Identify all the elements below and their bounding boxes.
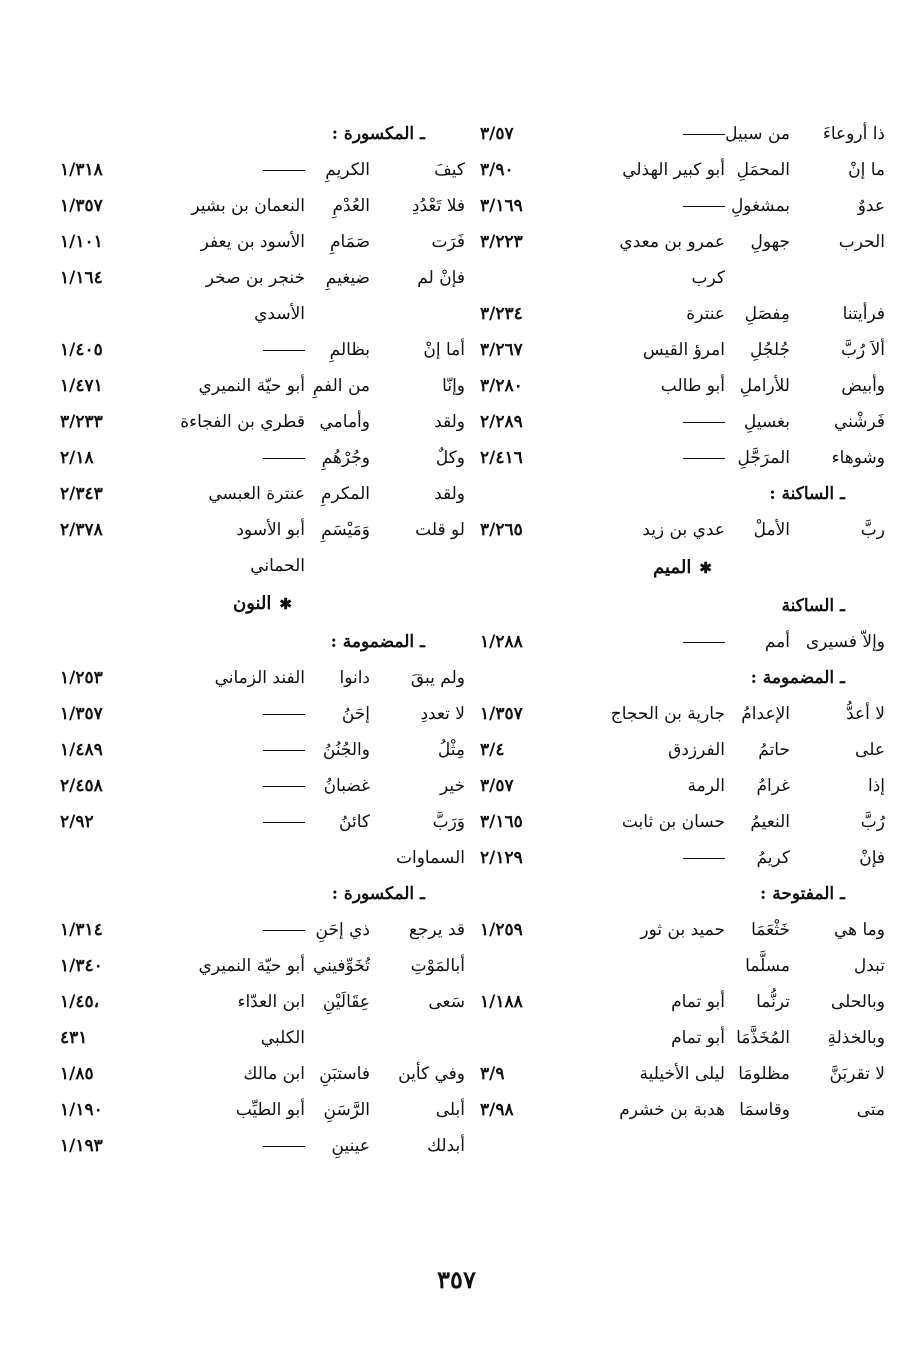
- index-row: [480, 1056, 885, 1092]
- rhyme-word: للأراملِ: [739, 376, 790, 396]
- index-row: [60, 404, 465, 440]
- volume-page-ref: ٣/٥٧: [480, 124, 514, 144]
- section-heading: ـ المكسورة :: [331, 124, 425, 144]
- section-heading: ـ المكسورة :: [331, 884, 425, 904]
- poet-name: هدبة بن خشرم: [619, 1100, 725, 1120]
- index-row: [60, 260, 465, 296]
- rhyme-word: غضبانُ: [323, 776, 370, 796]
- rhyme-word: أمم: [764, 632, 790, 652]
- first-word: إذا: [867, 776, 885, 796]
- dash-line: [263, 714, 305, 715]
- index-row: [480, 732, 885, 768]
- first-word: ربَّ: [860, 520, 885, 540]
- unknown-poet-dash: [263, 804, 305, 840]
- dash-line: [263, 822, 305, 823]
- volume-page-ref: ٣/٢٦٧: [480, 340, 523, 360]
- rhyme-word: مِفصَلِ: [744, 304, 790, 324]
- first-word: الحرب: [838, 232, 885, 252]
- volume-page-ref: ١/١٦٤: [60, 268, 103, 288]
- volume-page-ref: ١/٣١٨: [60, 160, 103, 180]
- section-heading: ـ المضمومة :: [330, 632, 425, 652]
- rhyme-word: جُلجُلِ: [750, 340, 790, 360]
- poet-name: أبو تمام: [671, 992, 725, 1012]
- unknown-poet-dash: [263, 332, 305, 368]
- volume-page-ref: ٢/١٢٩: [480, 848, 523, 868]
- index-row: [60, 696, 465, 732]
- index-row: [480, 696, 885, 732]
- poet-name: أبو تمام: [671, 1028, 725, 1048]
- letter-heading: [60, 584, 465, 624]
- first-word: على: [855, 740, 885, 760]
- index-row: [60, 332, 465, 368]
- first-word: فإنْ لم: [417, 268, 465, 288]
- volume-page-ref: ٣/١٦٩: [480, 196, 523, 216]
- dash-line: [263, 458, 305, 459]
- poet-name-continuation: [60, 296, 465, 332]
- unknown-poet-dash: [683, 116, 725, 152]
- index-row: [60, 804, 465, 840]
- poet-name: ابن مالك: [243, 1064, 305, 1084]
- rhyme-word: كريمُ: [756, 848, 790, 868]
- volume-page-ref: ٣/٢٣٣: [60, 412, 103, 432]
- volume-page-ref: ١/١٩٣: [60, 1136, 103, 1156]
- index-row: [60, 512, 465, 548]
- unknown-poet-dash: [683, 188, 725, 224]
- first-word: وأبيض: [841, 376, 885, 396]
- dash-line: [683, 858, 725, 859]
- rhyme-word: الرَّسَنِ: [323, 1100, 370, 1120]
- index-row: [480, 912, 885, 948]
- rhyme-word: غرامُ: [756, 776, 790, 796]
- volume-page-ref: ٣/١٦٥: [480, 812, 523, 832]
- volume-page-ref: ٤٣١: [60, 1028, 88, 1048]
- rhyme-word: مسلَّما: [745, 956, 790, 976]
- volume-page-ref: ١/٣٥٧: [60, 704, 103, 724]
- poet-name: أبو حيّة النميري: [198, 376, 305, 396]
- rhyme-word: النعيمُ: [750, 812, 790, 832]
- index-row: [480, 768, 885, 804]
- first-word: أبدلك: [427, 1136, 465, 1156]
- rhyme-word: وأمامي: [319, 412, 370, 432]
- rhyme-word: عينينِ: [331, 1136, 370, 1156]
- first-word: متى: [856, 1100, 885, 1120]
- poet-name: الفرزدق: [668, 740, 725, 760]
- unknown-poet-dash: [683, 404, 725, 440]
- first-word: لو قلت: [415, 520, 465, 540]
- first-word: خير: [439, 776, 465, 796]
- volume-page-ref: ١/١٠١: [60, 232, 103, 252]
- index-row: [60, 984, 465, 1020]
- rhyme-word: ترنُّما: [756, 992, 790, 1012]
- index-row: [480, 296, 885, 332]
- poet-name: الأسود بن يعفر: [200, 232, 305, 252]
- rhyme-word: بظالمِ: [329, 340, 370, 360]
- letter-heading-text: النون: [232, 593, 272, 614]
- index-row: [480, 404, 885, 440]
- poet-name: خنجر بن صخر: [205, 268, 305, 288]
- unknown-poet-dash: [683, 624, 725, 660]
- dash-line: [683, 642, 725, 643]
- poet-name: امرؤ القيس: [642, 340, 725, 360]
- poet-name: حسان بن ثابت: [621, 812, 725, 832]
- dash-line: [683, 422, 725, 423]
- continuation-text: كرب: [691, 268, 725, 288]
- dash-line: [683, 134, 725, 135]
- poet-name-continuation: [60, 840, 465, 876]
- rhyme-word: المحمَلِ: [736, 160, 790, 180]
- poet-name-continuation: [480, 260, 885, 296]
- first-word: أبالمَوْتِ: [410, 956, 465, 976]
- section-heading: ـ المفتوحة :: [760, 884, 845, 904]
- first-word: كيفَ: [434, 160, 465, 180]
- rhyme-word: مظلومَا: [738, 1064, 790, 1084]
- rhyme-word: والجُنُنُ: [322, 740, 370, 760]
- first-word: فرأيتنا: [842, 304, 885, 324]
- first-word: ذا أروعاءَ: [822, 124, 885, 144]
- first-word: وفي كأين: [398, 1064, 465, 1084]
- index-row: [60, 768, 465, 804]
- poet-name: أبو الأسود: [236, 520, 305, 540]
- continuation-text: الكلبي: [260, 1028, 305, 1048]
- rhyme-word: دانوا: [339, 668, 370, 688]
- continuation-text: السماوات: [395, 848, 465, 868]
- star-icon: ✱: [279, 595, 292, 613]
- rhyme-word: الكريمِ: [325, 160, 370, 180]
- index-row: [480, 1092, 885, 1128]
- rhyme-word: وَمَيْسَمِ: [321, 520, 370, 540]
- rhyme-word: تُخَوِّفيني: [312, 956, 370, 976]
- volume-page-ref: ١/٣١٤: [60, 920, 103, 940]
- volume-page-ref: ١/٨٥: [60, 1064, 94, 1084]
- volume-page-ref: ١/١٨٨: [480, 992, 523, 1012]
- volume-page-ref: ١/٢٨٨: [480, 632, 523, 652]
- index-row: [60, 1092, 465, 1128]
- letter-heading-text: الميم: [653, 557, 692, 578]
- volume-page-ref: ١/٣٥٧: [480, 704, 523, 724]
- section-heading: ـ المضمومة :: [750, 668, 845, 688]
- poet-name: قطري بن الفجاءة: [180, 412, 305, 432]
- dash-line: [263, 350, 305, 351]
- first-word: لا أعدُّ: [846, 704, 885, 724]
- index-row: [480, 804, 885, 840]
- poet-name: أبو الطيِّب: [235, 1100, 305, 1120]
- index-row: [60, 368, 465, 404]
- volume-page-ref: ١/٢٥٩: [480, 920, 523, 940]
- index-row: [480, 224, 885, 260]
- first-word: وما هي: [833, 920, 885, 940]
- index-row: [60, 732, 465, 768]
- first-word: ما إنْ: [848, 160, 885, 180]
- dash-line: [263, 170, 305, 171]
- continuation-text: الحماني: [250, 556, 305, 576]
- first-word: ألاَ رُبَّ: [840, 340, 885, 360]
- first-word: وإلاّ فسيرى: [805, 632, 885, 652]
- first-word: وبالحلى: [830, 992, 885, 1012]
- rhyme-word: الأملْ: [753, 520, 790, 540]
- poet-name: عدي بن زيد: [642, 520, 725, 540]
- rhyme-word: صَمَامِ: [330, 232, 370, 252]
- first-word: عدوٌ: [857, 196, 885, 216]
- unknown-poet-dash: [683, 440, 725, 476]
- index-row: [480, 440, 885, 476]
- poet-name: حميد بن ثور: [640, 920, 725, 940]
- dash-line: [263, 1146, 305, 1147]
- rhyme-word: ضيغيمِ: [325, 268, 370, 288]
- star-icon: ✱: [699, 559, 712, 577]
- rhyme-word: كائنُ: [339, 812, 370, 832]
- unknown-poet-dash: [263, 768, 305, 804]
- index-row: [480, 368, 885, 404]
- rhyme-word: وقاسمَا: [739, 1100, 790, 1120]
- unknown-poet-dash: [263, 440, 305, 476]
- dash-line: [683, 458, 725, 459]
- section-heading: ـ الساكنة: [781, 596, 845, 616]
- first-word: ولقد: [434, 412, 465, 432]
- volume-page-ref: ١/٣٥٧: [60, 196, 103, 216]
- first-word: مِثْلُ: [437, 740, 465, 760]
- rhyme-word: فاستبَنِ: [319, 1064, 370, 1084]
- volume-page-ref: ٣/٤: [480, 740, 505, 760]
- rhyme-word: العُدْمِ: [332, 196, 370, 216]
- rhyme-word: من سبيل: [725, 124, 790, 144]
- volume-page-ref: ١/١٩٠: [60, 1100, 103, 1120]
- index-row: [60, 948, 465, 984]
- volume-page-ref: ٣/٢٨٠: [480, 376, 523, 396]
- first-word: فَرَت: [431, 232, 465, 252]
- dash-line: [263, 786, 305, 787]
- volume-page-ref: ٣/٢٦٥: [480, 520, 523, 540]
- first-word: رُبَّ: [860, 812, 885, 832]
- first-word: وَرَبَّ: [432, 812, 465, 832]
- poet-name: الفند الزماني: [214, 668, 305, 688]
- volume-page-ref: ١/٤٨٩: [60, 740, 103, 760]
- poet-name: ابن العدّاء: [237, 992, 305, 1012]
- index-row: [480, 1020, 885, 1056]
- first-word: فإنْ: [859, 848, 885, 868]
- first-word: أما إنْ: [423, 340, 465, 360]
- poet-name: الرمة: [687, 776, 725, 796]
- unknown-poet-dash: [263, 152, 305, 188]
- first-word: ولم يبقَ: [410, 668, 465, 688]
- poet-name: أبو طالب: [660, 376, 725, 396]
- index-row: [480, 948, 885, 984]
- index-row: [60, 1056, 465, 1092]
- volume-page-ref: ٣/٢٢٣: [480, 232, 523, 252]
- first-word: لا تعددِ: [420, 704, 465, 724]
- rhyme-word: المكرمِ: [320, 484, 370, 504]
- unknown-poet-dash: [263, 912, 305, 948]
- index-row: [60, 224, 465, 260]
- rhyme-word: الإعدامُ: [741, 704, 790, 724]
- rhyme-word: عِقَالَيْنِ: [322, 992, 370, 1012]
- continuation-text: الأسدي: [254, 304, 305, 324]
- dash-line: [263, 750, 305, 751]
- first-word: وبالخذلةِ: [827, 1028, 885, 1048]
- rhyme-word: ذي إحَنِ: [315, 920, 370, 940]
- first-word: أبلى: [435, 1100, 465, 1120]
- first-word: فلا تَعْدُدِ: [411, 196, 465, 216]
- volume-page-ref: ٢/٤١٦: [480, 448, 523, 468]
- index-row: [480, 332, 885, 368]
- index-row: [480, 512, 885, 548]
- index-row: [60, 152, 465, 188]
- volume-page-ref: ١/٣٤٠: [60, 956, 103, 976]
- volume-page-ref: ٣/٩: [480, 1064, 505, 1084]
- volume-page-ref: ٢/٣٤٣: [60, 484, 103, 504]
- poet-name: النعمان بن بشير: [191, 196, 305, 216]
- volume-page-ref: ١/٤٠٥: [60, 340, 103, 360]
- volume-page-ref: ٢/٤٥٨: [60, 776, 103, 796]
- rhyme-word: بمشغولِ: [730, 196, 790, 216]
- volume-page-ref: ٢/٢٨٩: [480, 412, 523, 432]
- index-row: [480, 624, 885, 660]
- unknown-poet-dash: [263, 732, 305, 768]
- volume-page-ref: ٢/٩٢: [60, 812, 94, 832]
- first-word: فَرشْني: [833, 412, 885, 432]
- poet-name-continuation: [60, 548, 465, 584]
- poet-name: عمرو بن معدي: [619, 232, 725, 252]
- index-row: [60, 660, 465, 696]
- poet-name: أبو حيّة النميري: [198, 956, 305, 976]
- volume-page-ref: ٣/٩٠: [480, 160, 514, 180]
- rhyme-word: من الفمِ: [312, 376, 370, 396]
- poet-name: عنترة العبسي: [208, 484, 305, 504]
- index-row: [60, 440, 465, 476]
- volume-page-ref: ٣/٩٨: [480, 1100, 514, 1120]
- rhyme-word: وجُرْهُمِ: [321, 448, 370, 468]
- index-row: [480, 840, 885, 876]
- index-row: [60, 476, 465, 512]
- volume-page-ref: ٣/٥٧: [480, 776, 514, 796]
- first-word: وشوهاء: [831, 448, 885, 468]
- index-row: [60, 188, 465, 224]
- volume-page-ref: ٢/٣٧٨: [60, 520, 103, 540]
- rhyme-word: جهولِ: [750, 232, 790, 252]
- index-row: [480, 188, 885, 224]
- volume-page-ref: ٢/١٨: [60, 448, 94, 468]
- page-number: ٣٥٧: [437, 1265, 476, 1294]
- rhyme-word: إحَنُ: [341, 704, 370, 724]
- index-row: [480, 116, 885, 152]
- volume-page-ref: ١/٢٥٣: [60, 668, 103, 688]
- rhyme-word: المرَجَّلِ: [737, 448, 790, 468]
- index-row: [480, 152, 885, 188]
- unknown-poet-dash: [263, 1128, 305, 1164]
- index-column-left: [60, 116, 465, 1164]
- dash-line: [263, 930, 305, 931]
- dash-line: [683, 206, 725, 207]
- poet-name: ليلى الأخيلية: [639, 1064, 725, 1084]
- section-heading: ـ الساكنة :: [769, 484, 845, 504]
- poet-name: عنترة: [686, 304, 725, 324]
- index-row: [60, 1128, 465, 1164]
- index-row: [60, 912, 465, 948]
- rhyme-word: حاتمُ: [758, 740, 790, 760]
- index-row: [480, 984, 885, 1020]
- first-word: قد يرجع: [408, 920, 465, 940]
- first-word: وإنّا: [442, 376, 465, 396]
- volume-page-ref: ١/٤٧١: [60, 376, 103, 396]
- volume-page-ref: ١/٤٥،: [60, 992, 100, 1012]
- first-word: وكلٌ: [435, 448, 465, 468]
- first-word: سَعى: [428, 992, 465, 1012]
- letter-heading: [480, 548, 885, 588]
- unknown-poet-dash: [263, 696, 305, 732]
- unknown-poet-dash: [683, 840, 725, 876]
- poet-name-continuation: [60, 1020, 465, 1056]
- poet-name: أبو كبير الهذلي: [622, 160, 725, 180]
- index-column-right: [480, 116, 885, 1128]
- rhyme-word: المُخَذَّمَا: [736, 1028, 790, 1048]
- first-word: تبدل: [853, 956, 885, 976]
- volume-page-ref: ٣/٢٣٤: [480, 304, 523, 324]
- first-word: لا تقربَنَّ: [829, 1064, 885, 1084]
- poet-name: جارية بن الحجاج: [610, 704, 725, 724]
- rhyme-word: خَثْعَمَا: [751, 920, 790, 940]
- first-word: ولقد: [434, 484, 465, 504]
- rhyme-word: بغسيلِ: [743, 412, 790, 432]
